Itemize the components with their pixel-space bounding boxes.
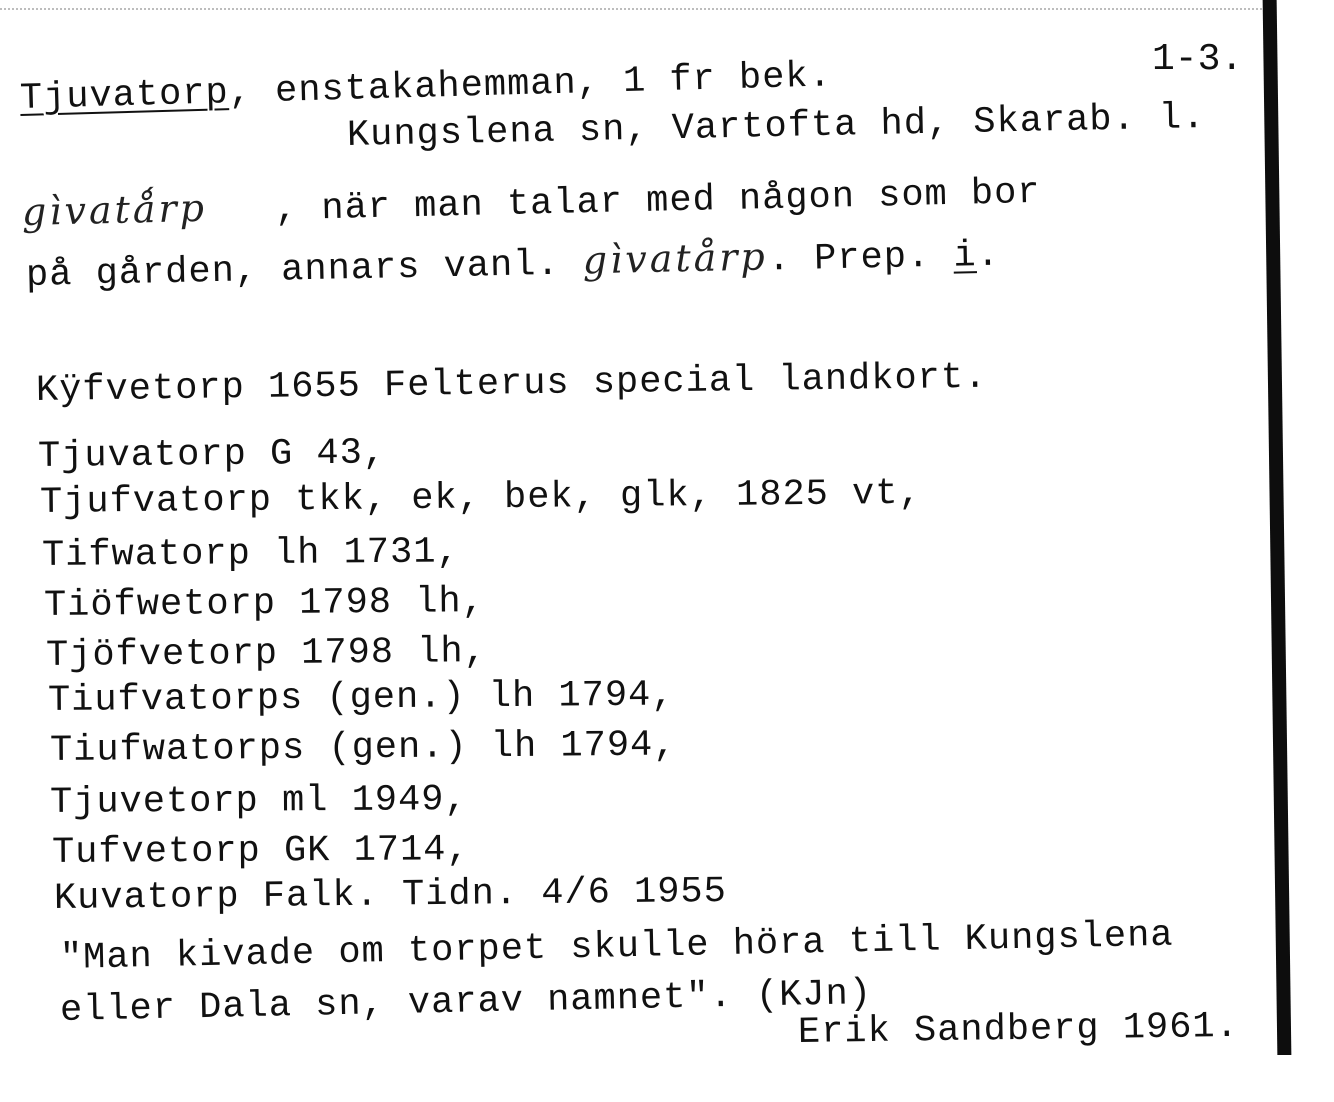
form-line: Kÿfvetorp 1655 Felterus special landkort. [35, 356, 988, 412]
quote-line-1: "Man kivade om torpet skulle höra till Kungslena [59, 914, 1174, 980]
pronunciation-end: . [976, 234, 1001, 278]
form-line: Tifwatorp lh 1731, [41, 531, 460, 577]
card-reference: 1-3. [1152, 38, 1244, 81]
card-right-edge [1263, 0, 1292, 1055]
pronunciation-line-1 [21, 167, 1041, 237]
form-line: Tiöfwetorp 1798 lh, [43, 581, 486, 627]
form-line: Tiufwatorps (gen.) lh 1794, [49, 724, 677, 772]
pronunciation-text-2: på gården, annars vanl. [25, 243, 561, 297]
signature: Erik Sandberg 1961. [797, 1005, 1240, 1054]
quote-line-2: eller Dala sn, varav namnet". (KJn) [59, 972, 873, 1032]
form-line: Tiufvatorps (gen.) lh 1794, [47, 674, 675, 722]
card-top-edge [0, 8, 1270, 11]
form-line: Tjufvatorp tkk, ek, bek, glk, 1825 vt, [39, 472, 922, 524]
preposition: i [953, 235, 978, 278]
pronunciation-prep-label: . Prep. [767, 236, 931, 282]
form-line: Tjöfvetorp 1798 lh, [45, 631, 488, 677]
form-line: Tjuvatorp G 43, [37, 432, 387, 478]
form-line: Tjuvetorp ml 1949, [49, 779, 468, 824]
heading-line-2: Kungslena sn, Vartofta hd, Skarab. l. [346, 97, 1206, 157]
heading-description: , enstakahemman, 1 fr bek. [228, 55, 833, 115]
pronunciation-text-1: , när man talar med någon som bor [274, 171, 1042, 232]
form-line: Kuvatorp Falk. Tidn. 4/6 1955 [53, 870, 728, 920]
form-line: Tufvetorp GK 1714, [51, 829, 470, 874]
handwritten-pronunciation-2: gìvatårp [582, 234, 769, 283]
handwritten-pronunciation-1: gìvatǻrp [21, 185, 208, 234]
pronunciation-line-2 [26, 230, 1001, 297]
headword: Tjuvatorp [19, 72, 230, 120]
